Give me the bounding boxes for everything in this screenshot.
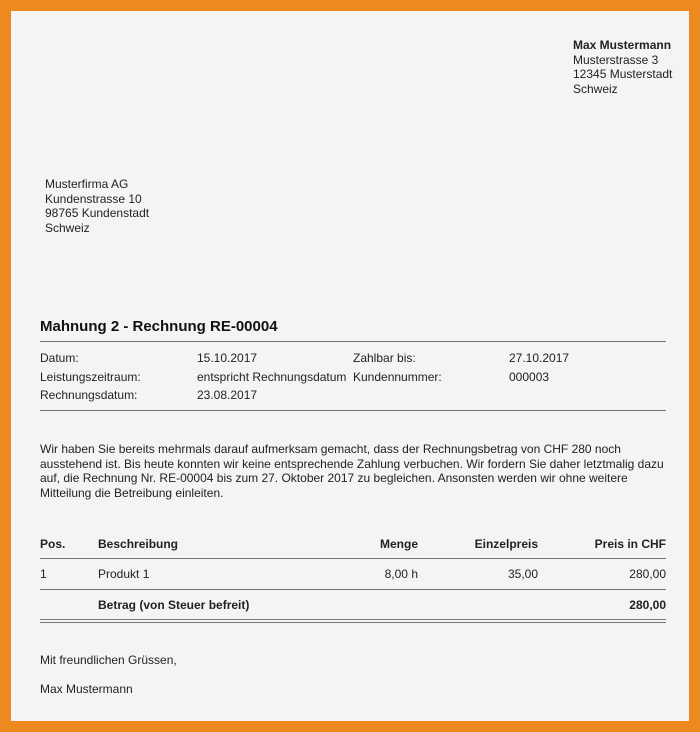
sender-name: Max Mustermann <box>573 38 672 52</box>
header-pos: Pos. <box>40 537 66 551</box>
header-unit-price: Einzelpreis <box>474 537 538 551</box>
title-divider <box>40 341 666 342</box>
body-line: auf, die Rechnung Nr. RE-00004 bis zum 27. Oktober 2017 zu begleichen. Ansonsten werden wir ohne weitere <box>40 471 628 485</box>
due-label: Zahlbar bis: <box>353 351 416 365</box>
recipient-company: Musterfirma AG <box>45 177 129 191</box>
sender-country: Schweiz <box>573 81 618 96</box>
header-quantity: Menge <box>379 537 418 551</box>
row-pos: 1 <box>40 567 47 581</box>
total-divider-top <box>40 619 666 620</box>
header-description: Beschreibung <box>98 537 179 551</box>
meta-row <box>40 368 666 387</box>
meta-row <box>40 386 666 405</box>
sender-city: 12345 Musterstadt <box>573 67 673 81</box>
header-price: Preis in CHF <box>594 537 666 551</box>
sender-address <box>573 38 672 96</box>
total-divider-bottom <box>40 622 666 623</box>
document-title: Mahnung 2 - Rechnung RE-00004 <box>40 318 278 335</box>
closing-greeting: Mit freundlichen Grüssen, <box>40 653 177 667</box>
row-price: 280,00 <box>629 567 666 581</box>
row-description: Produkt 1 <box>98 567 150 581</box>
body-line: Mitteilung die Betreibung einleiten. <box>40 485 224 500</box>
recipient-city: 98765 Kundenstadt <box>45 206 150 220</box>
date-value: 15.10.2017 <box>197 351 258 365</box>
meta-divider <box>40 410 666 411</box>
recipient-address <box>45 177 149 235</box>
body-line: ausstehend ist. Bis heute konnten wir keine entsprechende Zahlung verbuchen. Wir fordern Sie daher letztmalig dazu <box>40 456 664 471</box>
signature-name: Max Mustermann <box>40 682 133 696</box>
meta-row <box>40 349 666 368</box>
customer-number-label: Kundennummer: <box>353 369 442 384</box>
reminder-text <box>40 442 666 500</box>
recipient-country: Schweiz <box>45 220 90 235</box>
header-divider <box>40 558 666 559</box>
date-label: Datum: <box>40 351 79 365</box>
due-value: 27.10.2017 <box>509 351 570 365</box>
total-label: Betrag (von Steuer befreit) <box>98 598 250 612</box>
invoice-meta <box>40 349 666 405</box>
invoice-date-value: 23.08.2017 <box>197 388 258 402</box>
body-line: Wir haben Sie bereits mehrmals darauf aufmerksam gemacht, dass der Rechnungsbetrag von CHF 280 noch <box>40 442 621 456</box>
sender-street: Musterstrasse 3 <box>573 52 659 67</box>
row-divider <box>40 589 666 590</box>
service-period-value: entspricht Rechnungsdatum <box>197 369 347 384</box>
customer-number-value: 000003 <box>509 369 550 384</box>
invoice-date-label: Rechnungsdatum: <box>40 388 138 402</box>
row-unit-price: 35,00 <box>507 567 538 581</box>
service-period-label: Leistungszeitraum: <box>40 369 141 384</box>
recipient-street: Kundenstrasse 10 <box>45 191 142 206</box>
row-quantity: 8,00 h <box>384 567 418 581</box>
total-value: 280,00 <box>629 598 666 612</box>
